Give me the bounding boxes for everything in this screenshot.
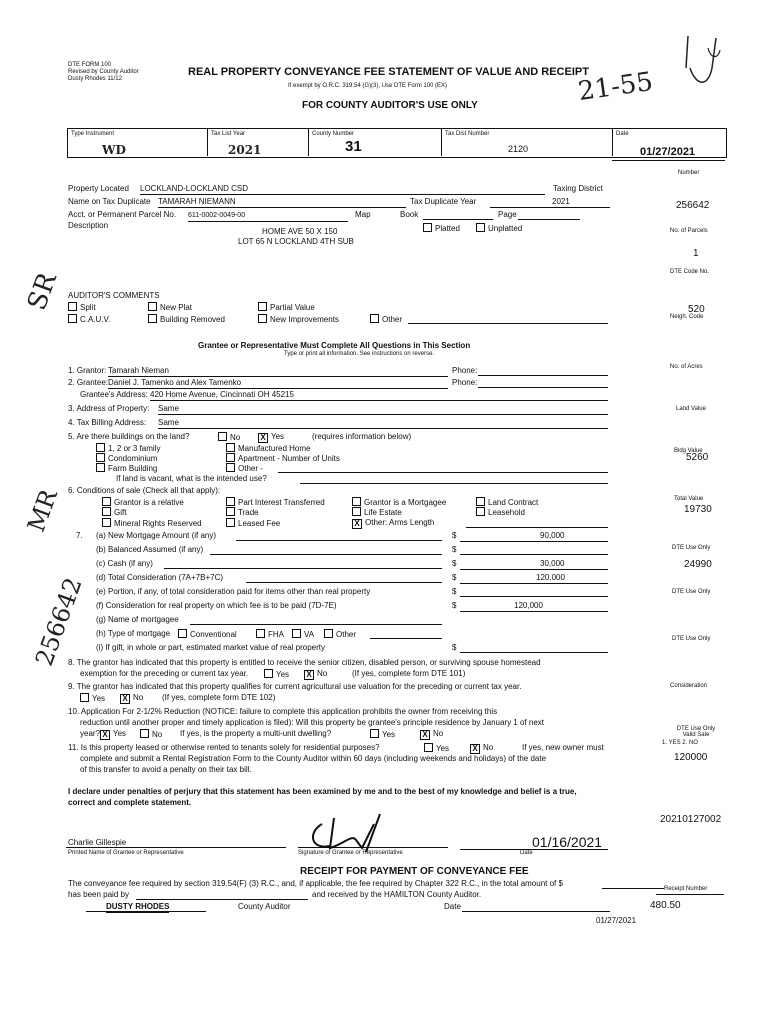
property-located-label: Property Located [68,184,129,193]
parcels-label: No. of Parcels [670,228,708,234]
footer-date: 01/27/2021 [596,916,637,925]
type-instrument-value: WD [102,143,126,157]
q8-note: (If yes, complete form DTE 101) [352,669,466,678]
q6-opt-life-estate[interactable]: Life Estate [352,507,402,518]
q10-yes-checkbox[interactable]: X Yes [100,729,126,740]
q10-line-2: reduction until another proper and timely application is filed): Will this property be grantee's principle residence by January 1 of next [80,718,544,727]
q7f-label: (f) Consideration for real property on which fee is to be paid (7D-7E) [96,601,337,610]
book-label: Book [400,210,419,219]
date-label: Date [616,131,629,137]
q5-opt-manufactured-home[interactable]: Manufactured Home [226,443,310,454]
q7a-label: (a) New Mortgage Amount (if any) [96,531,217,540]
tax-list-year-value: 2021 [228,143,262,157]
type-instrument-label: Type Instrument [71,131,115,137]
signer-name: Charlie Gillespie [68,838,127,847]
q5-no-checkbox[interactable]: No [218,432,240,443]
total-value-label: Total Value [674,496,704,502]
building-removed-checkbox[interactable]: Building Removed [148,314,225,325]
total-value: 19730 [684,504,712,515]
description-label: Description [68,221,109,230]
q10-line-1: 10. Application For 2-1/2% Reduction (NOTICE: failure to complete this application prohibits the owner from receiving this [68,707,498,716]
q10-no-checkbox[interactable]: No [140,729,162,740]
county-number-label: County Number [312,131,355,137]
q9-no-checkbox[interactable]: X No [120,693,143,704]
q7i-label: (i) If gift, in whole or part, estimated market value of real property [96,643,325,652]
receipt-number-label: Receipt Number [664,886,708,892]
neigh-code-label: Neigh. Code [670,314,704,320]
q7h-other[interactable]: Other [324,629,356,640]
q10-multi-unit: If yes, is the property a multi-unit dwelling? [180,729,332,738]
map-label: Map [355,210,371,219]
date-value: 01/27/2021 [640,146,696,158]
q6-label: 6. Conditions of sale (Check all that apply): [68,486,221,495]
margin-note-sr: SR [22,268,63,315]
receipt-line-2b: and received by the HAMILTON County Auditor. [312,890,482,899]
tax-billing-label: 4. Tax Billing Address: [68,418,147,427]
q7e-label: (e) Portion, if any, of total consideration paid for items other than real property [96,587,371,596]
receipt-heading: RECEIPT FOR PAYMENT OF CONVEYANCE FEE [300,866,529,877]
q7h-label: (h) Type of mortgage [96,629,171,638]
declaration-line-2: correct and complete statement. [68,798,192,807]
handwritten-number: 21-55 [576,66,655,108]
printed-name-label: Printed Name of Grantee or Representative [68,850,184,856]
q8-no-checkbox[interactable]: X No [304,669,327,680]
q5-opt-1-3-family[interactable]: 1, 2 or 3 family [96,443,160,454]
q9-note: (If yes, complete form DTE 102) [162,693,276,702]
grantor-phone-label: Phone: [452,366,478,375]
page-label: Page [498,210,517,219]
q9-yes-checkbox[interactable]: Yes [80,693,105,704]
auditor-comments-heading: AUDITOR'S COMMENTS [68,291,160,300]
consideration-label: Consideration [670,683,708,689]
new-plat-checkbox[interactable]: New Plat [148,302,192,313]
valid-sale-options: 1. YES 2. NO [662,740,698,746]
platted-checkbox[interactable]: Platted [423,223,460,234]
signature-date: 01/16/2021 [532,834,603,850]
grantee-phone-label: Phone: [452,378,478,387]
handwritten-mark-icon [668,28,728,98]
bldg-value: 5260 [686,452,709,463]
property-address-value: Same [158,404,608,415]
q7h-conventional[interactable]: Conventional [178,629,237,640]
parcels-value: 1 [693,248,699,259]
q10-line-3: year? [80,729,101,738]
section-subheading: Type or print all information. See instructions on reverse. [284,351,435,357]
q7c-value: 30,000 [460,559,608,570]
q11-tail: If yes, new owner must [522,743,604,752]
declaration-line-1: I declare under penalties of perjury that this statement has been examined by me and to the best of my knowledge and belief is a true, [68,787,577,796]
bldg-value-label: Bldg Value [674,448,703,454]
dte-use-only-label-1: DTE Use Only [672,545,711,551]
auditor-name: DUSTY RHODES [106,902,170,911]
q7i-dollar: $ [452,643,457,652]
form-title: REAL PROPERTY CONVEYANCE FEE STATEMENT OF VALUE AND RECEIPT [188,66,589,78]
margin-note-number: 256642 [30,573,88,670]
q8-yes-checkbox[interactable]: Yes [264,669,289,680]
split-checkbox[interactable]: Split [68,302,96,313]
q7d-value: 120,000 [460,573,608,584]
q7h-va[interactable]: VA [292,629,314,640]
q7c-label: (c) Cash (if any) [96,559,153,568]
dte-use-only-value: 24990 [684,559,712,570]
dte-use-only-label-2: DTE Use Only [672,589,711,595]
q7e-value [460,587,608,597]
q7b-label: (b) Balanced Assumed (if any) [96,545,204,554]
q6-opt-land-contract[interactable]: Land Contract [476,497,538,508]
q5-yes-checkbox[interactable]: X Yes [258,432,284,443]
other-checkbox[interactable]: Other [370,314,402,325]
signature-label: Signature of Grantee or Representative [298,850,403,856]
receipt-line-2a: has been paid by [68,890,129,899]
q5-opt-other[interactable]: Other - [226,463,263,474]
tax-dist-value: 2120 [508,144,529,154]
q7b-value [460,545,608,555]
q6-opt-mineral-rights[interactable]: Mineral Rights Reserved [102,518,202,529]
taxing-district-label: Taxing District [553,184,603,193]
q11-line-2: complete and submit a Rental Registration Form to the County Auditor within 60 days (including weekends and holidays) of the date [80,754,547,763]
q8-line-1: 8. The grantor has indicated that this property is entitled to receive the senior citizen, disabled person, or surviving spouse homestead [68,658,541,667]
q9-line-1: 9. The grantor has indicated that this property qualifies for current agricultural use valuation for the preceding or current tax year. [68,682,522,691]
q11-yes-checkbox[interactable]: Yes [424,743,449,754]
grantee-address-value: 420 Home Avenue, Cincinnati OH 45215 [150,390,608,401]
date-sign-label: Date [520,850,533,856]
q6-opt-gift[interactable]: Gift [102,507,126,518]
tax-dist-label: Tax Dist Number [445,131,490,137]
q6-opt-mortgagee[interactable]: Grantor is a Mortgagee [352,497,446,508]
grantor-value: Tamarah Nieman [108,366,448,377]
q6-opt-trade[interactable]: Trade [226,507,259,518]
q7a-value: 90,000 [460,531,608,542]
tax-duplicate-name-label: Name on Tax Duplicate [68,197,151,206]
q10-multi-yes-checkbox[interactable]: Yes [370,729,395,740]
q5-opt-farm-building[interactable]: Farm Building [96,463,157,474]
tax-billing-value: Same [158,418,608,429]
q7d-dollar: $ [452,573,457,582]
revised-note: Revised by County Auditor [68,69,139,75]
grantor-label: 1. Grantor: [68,366,107,375]
q7g-label: (g) Name of mortgagee [96,615,179,624]
description-line-2: LOT 65 N LOCKLAND 4TH SUB [238,237,354,246]
q7b-dollar: $ [452,545,457,554]
q10-multi-no-checkbox[interactable]: X No [420,729,443,740]
description-line-1: HOME AVE 50 X 150 [262,227,338,236]
auditor-title: County Auditor [238,902,291,911]
property-address-label: 3. Address of Property: [68,404,150,413]
grantee-address-label: Grantee's Address: [80,390,148,399]
tax-duplicate-year-value: 2021 [490,197,610,208]
tax-list-year-label: Tax List Year [211,131,246,137]
county-number-value: 31 [345,138,362,155]
q6-opt-relative[interactable]: Grantor is a relative [102,497,184,508]
form-subtitle: FOR COUNTY AUDITOR'S USE ONLY [302,100,478,111]
q11-no-checkbox[interactable]: X No [470,743,493,754]
q6-opt-leased-fee[interactable]: Leased Fee [226,518,280,529]
form-id: DTE FORM 100 [68,62,112,68]
q6-opt-part-interest[interactable]: Part Interest Transferred [226,497,325,508]
county-line: Dusty Rhodes 11/12 [68,76,122,82]
q7h-fha[interactable]: FHA [256,629,284,640]
cauv-checkbox[interactable]: C.A.U.V. [68,314,110,325]
q7f-dollar: $ [452,601,457,610]
tax-duplicate-name-value: TAMARAH NIEMANN [158,197,406,208]
q7c-dollar: $ [452,559,457,568]
q5-opt-apartment[interactable]: Apartment - Number of Units [226,453,340,464]
q7-number: 7. [76,531,83,540]
valid-sale-value: 120000 [674,752,708,763]
q5-opt-condominium[interactable]: Condominium [96,453,157,464]
q7a-dollar: $ [452,531,457,540]
receipt-date-label: Date [444,902,461,911]
q5-label: 5. Are there buildings on the land? [68,432,190,441]
q7d-label: (d) Total Consideration (7A+7B+7C) [96,573,224,582]
parcel-value: 611-0002-0049-00 [188,211,348,222]
q6-opt-leasehold[interactable]: Leasehold [476,507,525,518]
unplatted-checkbox[interactable]: Unplatted [476,223,522,234]
acres-label: No. of Acres [670,364,703,370]
dte-code-value: 520 [688,304,705,315]
q11-line-3: of this transfer to avoid a penalty on their tax bill. [80,765,252,774]
dte-code-label: DTE Code No. [670,269,710,275]
tax-duplicate-year-label: Tax Duplicate Year [410,197,477,206]
q8-line-2: exemption for the preceding or current tax year. [80,669,249,678]
valid-sale-label: DTE Use Only Valid Sale [676,726,716,738]
number-label: Number [678,170,700,176]
parcel-label: Acct. or Permanent Parcel No. [68,210,177,219]
q5-note: (requires information below) [312,432,412,441]
new-improvements-checkbox[interactable]: New Improvements [258,314,339,325]
receipt-number-value: 480.50 [650,900,681,911]
partial-value-checkbox[interactable]: Partial Value [258,302,315,313]
q6-opt-other-arms-length[interactable]: X Other: Arms Length [352,518,434,529]
q11-line-1: 11. Is this property leased or otherwise rented to tenants solely for residential purposes? [68,743,380,752]
dte-use-only-label-3: DTE Use Only [672,636,711,642]
property-located-value: LOCKLAND-LOCKLAND CSD [140,184,545,195]
code-value: 20210127002 [660,814,722,825]
q7f-value: 120,000 [460,601,608,612]
grantee-value: Daniel J. Tamenko and Alex Tamenko [108,378,448,389]
receipt-line-1: The conveyance fee required by section 319.54(F) (3) R.C., and, if applicable, the fee required by Chapter 322 R.C., in the total amount of $ [68,879,563,888]
q7e-dollar: $ [452,587,457,596]
exempt-note: If exempt by O.R.C. 319.54 (G)(3), Use DTE Form 100 (EX) [288,83,448,89]
q5-vacant-use: If land is vacant, what is the intended use? [116,474,267,483]
land-value-label: Land Value [676,406,706,412]
grantee-label: 2. Grantee: [68,378,109,387]
margin-note-mr: MR [22,485,63,536]
number-value: 256642 [676,200,710,211]
section-heading: Grantee or Representative Must Complete All Questions in This Section [198,341,471,350]
